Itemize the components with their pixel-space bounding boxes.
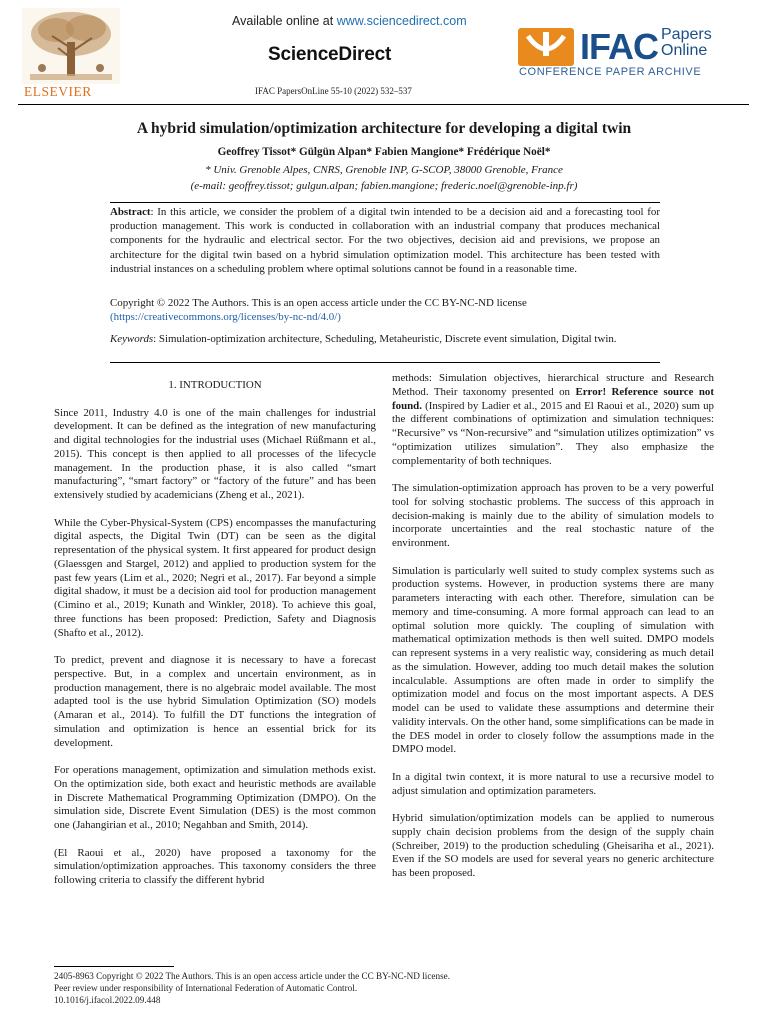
paragraph: While the Cyber-Physical-System (CPS) encompasses the manufacturing digital aspects, the Digital Twin (DT) can be seen as the digital representation of the physical system. It first appeared for product design (Glaessgen and Stargel, 2012) and applied to production system for the past few years (Lim et al., 2020; Negri et al., 2017). Far beyond a simple digital shadow, it must be a decision aid tool for production management (Cimino et al., 2019; Kunath and Winkler, 2018). To achieve this goal, three functions has been proposed: Prediction, Safety and Diagnosis (Shafto et al., 2012). [54,516,376,639]
paragraph: The simulation-optimization approach has proven to be a very powerful tool for solving stochastic problems. The success of this approach in decision-making is mainly due to the ability of simulation models to incorporate uncertainties and the real stochastic nature of the environment. [392,482,714,549]
keywords [110,332,655,346]
paragraph: Simulation is particularly well suited to study complex systems such as production systems. However, in production systems there are many parameters interacting with each other. Therefore, simulation can be memory and time-consuming. A more formal approach can lead to an optimal solution more quickly. The coupling of simulation with mathematical optimization methods is then well suited. DMPO models can represent systems in a very realistic way, considering as much detail as the simulation. However, adding too much detail makes the solution incalculable. Assumptions are often made in order to simplify the optimization model and focus on the most important aspects. A DES model can be used to validate these assumptions and determine their validity intervals. On the other hand, some simplifications can be made in the DES model in order to closely follow the assumptions made in the DMPO model. [392,564,714,756]
footer-rule [54,966,174,967]
abstract-label: Abstract [110,206,151,218]
copyright-text: Copyright © 2022 The Authors. This is an open access article under the CC BY-NC-ND license [110,297,527,309]
ifac-papers-online [661,27,712,59]
keywords-text: : Simulation-optimization architecture, Scheduling, Metaheuristic, Discrete event simulation, Digital twin. [153,333,617,345]
ifac-emblem-icon [518,28,574,66]
left-column [54,379,376,902]
ifac-online: Online [661,42,708,59]
paragraph [392,372,714,468]
footer [54,970,450,1006]
copyright-notice [110,296,660,324]
paper-affiliation: * Univ. Grenoble Alpes, CNRS, Grenoble INP, G-SCOP, 38000 Grenoble, France [205,164,563,176]
paragraph: To predict, prevent and diagnose it is necessary to have a forecast perspective. But, in a complex and uncertain environment, as in production management, there is no algebraic model available. The most adapted tool is the use hybrid Simulation Optimization (SO) models (Amaran et al., 2014). To fulfill the DT functions the integration of simulation and optimization is hence an essential brick for its development. [54,654,376,749]
abstract [110,205,660,276]
paragraph: (El Raoui et al., 2020) have proposed a taxonomy for the simulation/optimization approaches. This taxonomy considers the three following criteria to classify the different hybrid [54,846,376,886]
keywords-bottom-rule [110,362,660,363]
paragraph-text: (Inspired by Ladier et al., 2015 and El Raoui et al., 2020) sum up the different combinations of optimization and simulation techniques: “Recursive” vs “Non-recursive” and “simulation utilizes optimization” vs “optimization utilizes simulation”. They also emphasize the complementarity of both techniques. [392,399,714,467]
footer-doi[interactable]: 10.1016/j.ifacol.2022.09.448 [54,995,161,1005]
ifac-archive-tagline: CONFERENCE PAPER ARCHIVE [519,66,702,78]
paragraph: Hybrid simulation/optimization models can be applied to numerous supply chain decision problems from the design of the supply chain (Schreiber, 2019) to the production scheduling (Gheisariha et al., 2021). Even if the SO models are used for several years no generic architecture has been proposed. [392,812,714,879]
reference-error: Error! Reference source not found. [392,385,714,412]
available-online-line [232,14,467,28]
available-prefix: Available online at [232,14,337,28]
header-rule [18,104,749,105]
ifac-papers: Papers [661,26,712,43]
right-column [392,372,714,895]
paper-emails: (e-mail: geoffrey.tissot; gulgun.alpan; fabien.mangione; frederic.noel@grenoble-inp.fr) [190,180,578,192]
elsevier-wordmark: ELSEVIER [24,84,92,99]
abstract-top-rule [110,202,660,203]
paragraph: For operations management, optimization and simulation methods exist. On the optimization side, both exact and heuristic methods are available in Discrete Mathematical Programming Optimization (DMPO). On the simulation side, Discrete Event Simulation (DES) is the most common one (Jahangirian et al., 2010; Negahban and Smith, 2014). [54,764,376,831]
footer-peer-review: Peer review under responsibility of International Federation of Automatic Control. [54,983,358,993]
paragraph: In a digital twin context, it is more natural to use a recursive model to adjust simulation and optimization parameters. [392,770,714,797]
paper-title: A hybrid simulation/optimization architecture for developing a digital twin [136,120,632,137]
paragraph: Since 2011, Industry 4.0 is one of the main challenges for industrial development. It can be defined as the integration of new manufacturing and digital technologies for the industrial uses (Michael Rüßmann et al., 2015). This concept is then applied to all processes of the lifecycle management. In the production phase, it is also called “smart manufacturing”, “smart factory” or “factory of the future” and has been extensively studied by academicians (Zheng et al., 2021). [54,406,376,501]
footer-license: 2405-8963 Copyright © 2022 The Authors. This is an open access article under the CC BY-NC-ND license. [54,971,451,981]
paragraph-text: methods: Simulation objectives, hierarchical structure and Research Method. Their taxonomy presented on [392,372,714,398]
abstract-text: : In this article, we consider the problem of a digital twin intended to be a decision aid and a forecasting tool for production management. This work is conducted in collaboration with an industrial company that produces mechanical components for the hydraulic and electrical sector. For the two objectives, decision aid and previsions, we propose an architecture for the digital twin based on a hybrid simulation optimization model. This architecture has been tested with industrial instances on a scheduling problem where optimal solutions cannot be found in a reasonable time. [110,206,660,275]
journal-citation: IFAC PapersOnLine 55-10 (2022) 532–537 [255,86,412,96]
section-heading: 1. INTRODUCTION [168,379,262,391]
sciencedirect-url[interactable]: www.sciencedirect.com [336,14,467,28]
sciencedirect-logo: ScienceDirect [268,44,392,65]
paper-authors: Geoffrey Tissot* Gülgün Alpan* Fabien Mangione* Frédérique Noël* [217,146,551,158]
ifac-wordmark: IFAC [580,26,659,67]
license-link[interactable]: (https://creativecommons.org/licenses/by-nc-nd/4.0/) [110,311,341,324]
keywords-label: Keywords [110,333,154,345]
